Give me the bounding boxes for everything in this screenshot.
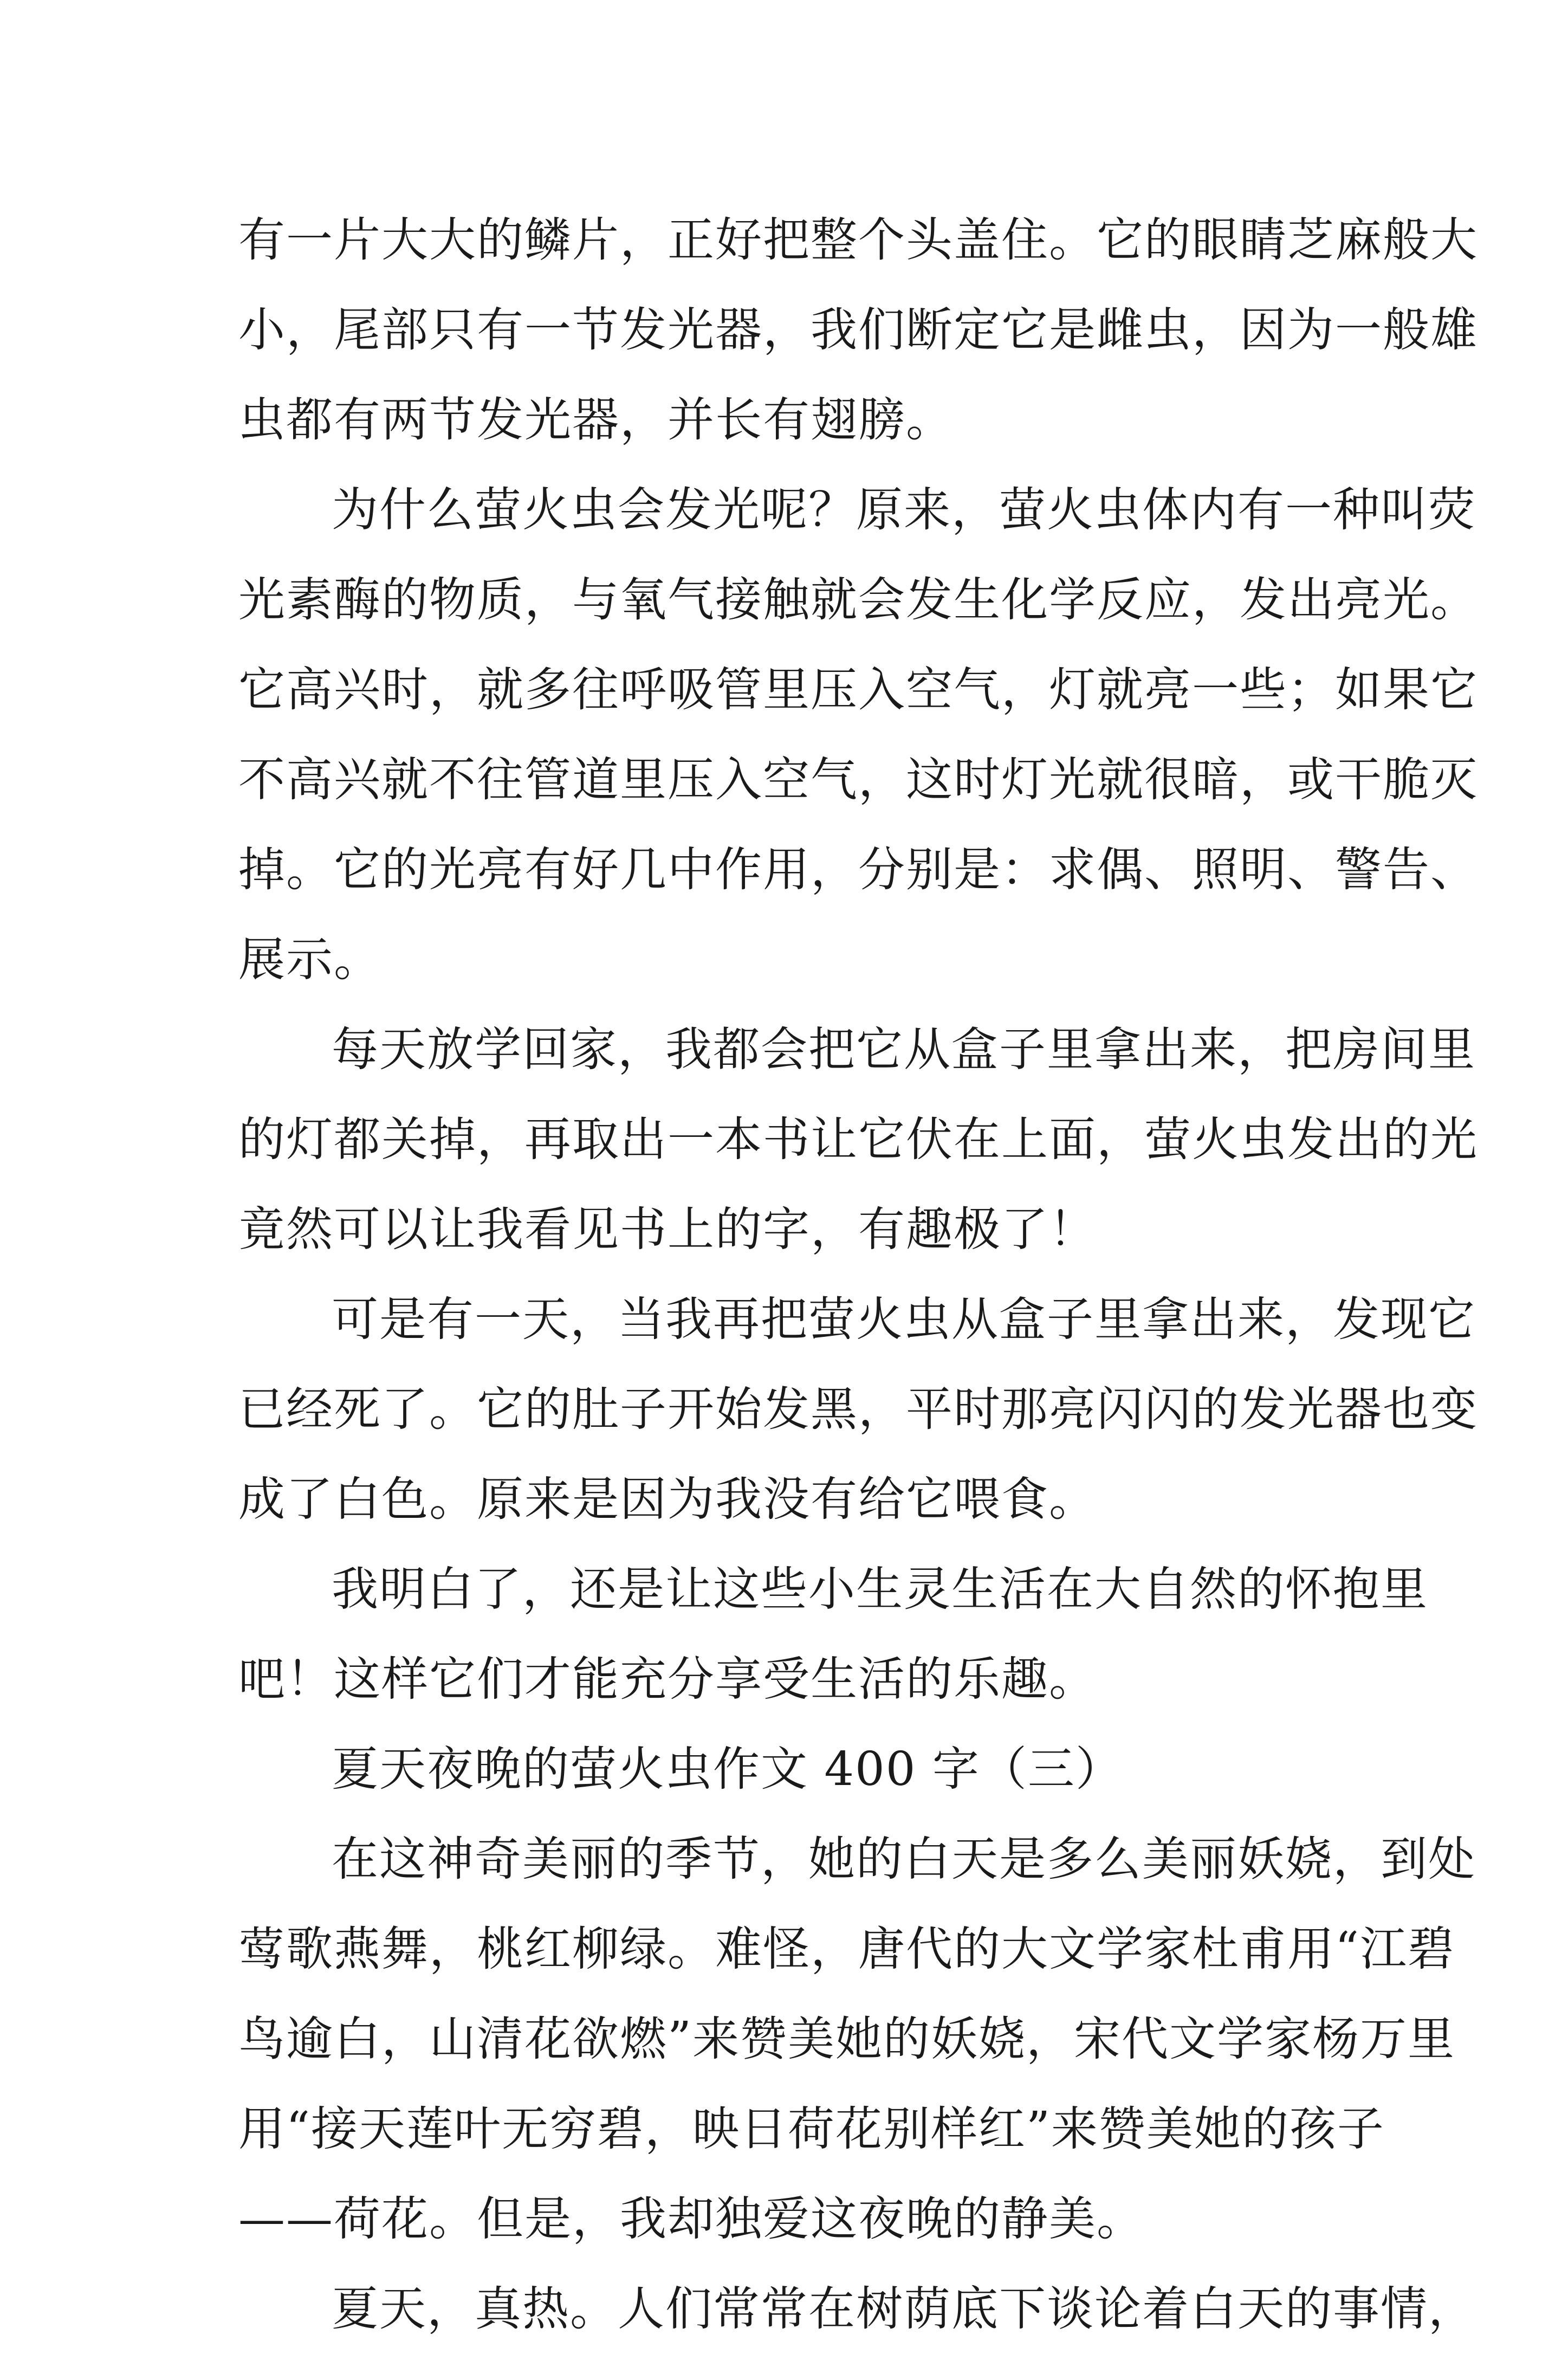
text-line: 光素酶的物质，与氧气接触就会发生化学反应，发出亮光。 [238,573,1478,627]
paragraph-start-line: 为什么萤火虫会发光呢？原来，萤火虫体内有一种叫荧 [332,483,1476,537]
text-line: 它高兴时，就多往呼吸管里压入空气，灯就亮一些；如果它 [238,663,1478,717]
paragraph-start-line: 在这神奇美丽的季节，她的白天是多么美丽妖娆，到处 [332,1832,1476,1886]
text-line: 虫都有两节发光器，并长有翅膀。 [238,393,954,447]
text-line: 小，尾部只有一节发光器，我们断定它是雌虫，因为一般雄 [238,303,1478,357]
paragraph-start-line: 可是有一天，当我再把萤火虫从盒子里拿出来，发现它 [332,1292,1476,1347]
paragraph-start-line: 我明白了，还是让这些小生灵生活在大自然的怀抱里 [332,1562,1428,1616]
text-line: 用“接天莲叶无穷碧，映日荷花别样红”来赞美她的孩子 [238,2102,1385,2156]
text-line: 掉。它的光亮有好几中作用，分别是：求偶、照明、警告、 [238,843,1478,897]
paragraph-start-line: 夏天，真热。人们常常在树荫底下谈论着白天的事情， [332,2282,1476,2336]
text-line: 展示。 [238,933,381,987]
text-line: 已经死了。它的肚子开始发黑，平时那亮闪闪的发光器也变 [238,1382,1478,1437]
text-line: 鸟逾白，山清花欲燃”来赞美她的妖娆，宋代文学家杨万里 [238,2012,1455,2066]
section-heading: 夏天夜晚的萤火虫作文 400 字（三） [332,1742,1123,1796]
text-line: 不高兴就不往管道里压入空气，这时灯光就很暗，或干脆灭 [238,753,1478,807]
text-line: 的灯都关掉，再取出一本书让它伏在上面，萤火虫发出的光 [238,1113,1478,1167]
document-body [238,195,1478,2354]
paragraph-start-line: 每天放学回家，我都会把它从盒子里拿出来，把房间里 [332,1023,1476,1077]
text-line: 竟然可以让我看见书上的字，有趣极了！ [238,1202,1097,1257]
text-line: 莺歌燕舞，桃红柳绿。难怪，唐代的大文学家杜甫用“江碧 [238,1922,1455,1976]
text-line: ——荷花。但是，我却独爱这夜晚的静美。 [238,2192,1144,2246]
text-line: 成了白色。原来是因为我没有给它喂食。 [238,1472,1097,1527]
text-line: 吧！这样它们才能充分享受生活的乐趣。 [238,1652,1097,1706]
text-line: 有一片大大的鳞片，正好把整个头盖住。它的眼睛芝麻般大 [238,213,1478,267]
